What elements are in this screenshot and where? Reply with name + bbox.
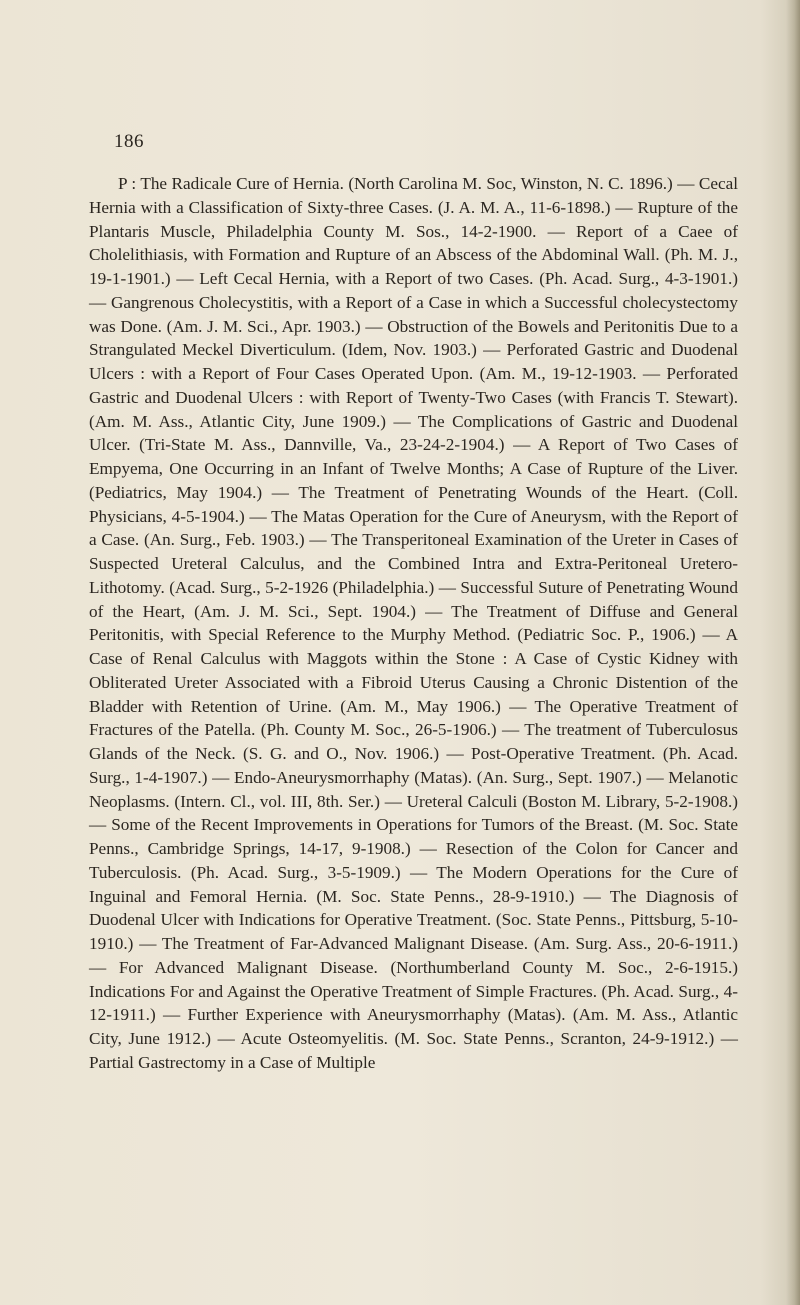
page-edge-shadow <box>786 0 800 1305</box>
page-number: 186 <box>114 131 144 152</box>
bibliography-paragraph: P : The Radicale Cure of Hernia. (North Carolina M. Soc, Winston, N. C. 1896.) — Cecal Hernia with a Classification of Sixty-three Cases. (J. A. M. A., 11-6-1898.) — Rupture of the Plantaris Muscle, Philadelphia County M. Sos., 14-2-1900. — Report of a Caee of Cholelithiasis, with Formation and Rupture of an Abscess of the Abdominal Wall. (Ph. M. J., 19-1-1901.) — Left Cecal Hernia, with a Report of two Cases. (Ph. Acad. Surg., 4-3-1901.) — Gangrenous Cholecystitis, with a Report of a Case in which a Successful cholecystectomy was Done. (Am. J. M. Sci., Apr. 1903.) — Obstruction of the Bowels and Peritonitis Due to a Strangulated Meckel Diverticulum. (Idem, Nov. 1903.) — Perforated Gastric and Duodenal Ulcers : with a Report of Four Cases Operated Upon. (Am. M., 19-12-1903. — Perforated Gastric and Duodenal Ulcers : with Report of Twenty-Two Cases (with Francis T. Stewart). (Am. M. Ass., Atlantic City, June 1909.) — The Complications of Gastric and Duodenal Ulcer. (Tri-State M. Ass., Dannville, Va., 23-24-2-1904.) — A Report of Two Cases of Empyema, One Occurring in an Infant of Twelve Months; A Case of Rupture of the Liver. (Pediatrics, May 1904.) — The Treatment of Penetrating Wounds of the Heart. (Coll. Physicians, 4-5-1904.) — The Matas Operation for the Cure of Aneurysm, with the Report of a Case. (An. Surg., Feb. 1903.) — The Transperitoneal Examination of the Ureter in Cases of Suspected Ureteral Calculus, and the Combined Intra and Extra-Peritoneal Uretero-Lithotomy. (Acad. Surg., 5-2-1926 (Philadelphia.) — Successful Suture of Penetrating Wound of the Heart, (Am. J. M. Sci., Sept. 1904.) — The Treatment of Diffuse and General Peritonitis, with Special Reference to the Murphy Method. (Pediatric Soc. P., 1906.) — A Case of Renal Calculus with Maggots within the Stone : A Case of Cystic Kidney with Obliterated Ureter Associated with a Fibroid Uterus Causing a Chronic Distention of the Bladder with Retention of Urine. (Am. M., May 1906.) — The Operative Treatment of Fractures of the Patella. (Ph. County M. Soc., 26-5-1906.) — The treatment of Tuberculosus Glands of the Neck. (S. G. and O., Nov. 1906.) — Post-Operative Treatment. (Ph. Acad. Surg., 1-4-1907.) — Endo-Aneurysmorrhaphy (Matas). (An. Surg., Sept. 1907.) — Melanotic Neoplasms. (Intern. Cl., vol. III, 8th. Ser.) — Ureteral Calculi (Boston M. Library, 5-2-1908.) — Some of the Recent Improvements in Operations for Tumors of the Breast. (M. Soc. State Penns., Cambridge Springs, 14-17, 9-1908.) — Resection of the Colon for Cancer and Tuberculosis. (Ph. Acad. Surg., 3-5-1909.) — The Modern Operations for the Cure of Inguinal and Femoral Hernia. (M. Soc. State Penns., 28-9-1910.) — The Diagnosis of Duodenal Ulcer with Indications for Operative Treatment. (Soc. State Penns., Pittsburg, 5-10-1910.) — The Treatment of Far-Advanced Malignant Disease. (Am. Surg. Ass., 20-6-1911.) — For Advanced Malignant Disease. (Northumberland County M. Soc., 2-6-1915.) Indications For and Against the Operative Treatment of Simple Fractures. (Ph. Acad. Surg., 4-12-1911.) — Further Experience with Aneurysmorrhaphy (Matas). (Am. M. Ass., Atlantic City, June 1912.) — Acute Osteomyelitis. (M. Soc. State Penns., Scranton, 24-9-1912.) — Partial Gastrectomy in a Case of Multiple <box>89 174 738 1072</box>
